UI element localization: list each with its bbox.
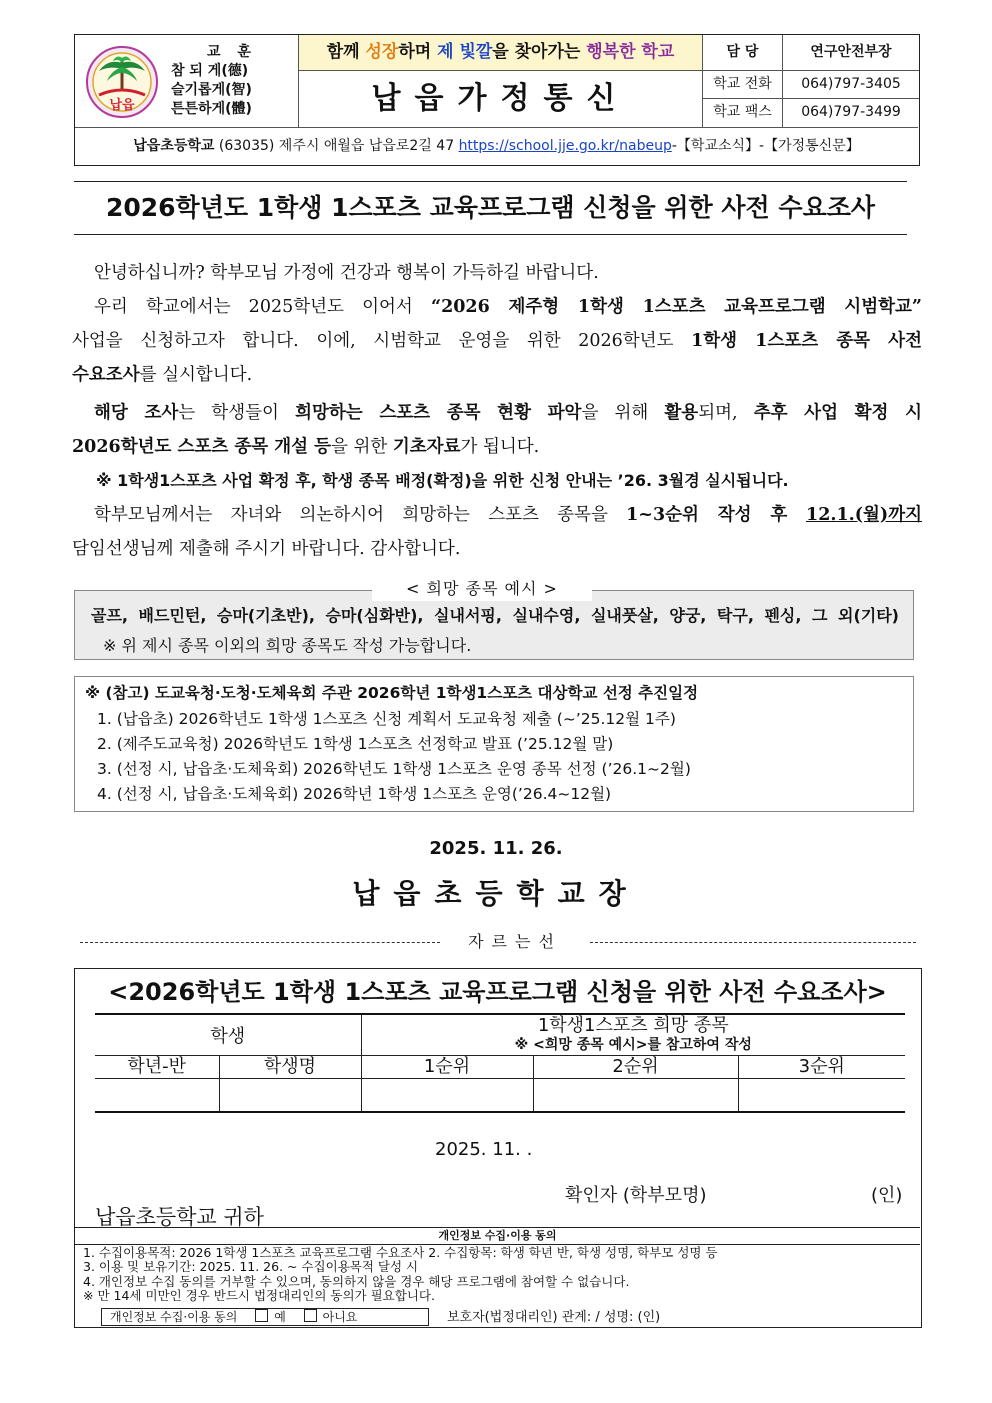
slogan-part: 행복한 학교	[586, 42, 675, 62]
hope-header	[361, 1014, 905, 1056]
schedule-item: 1. (납읍초) 2026학년도 1학생 1스포츠 신청 계획서 도교육청 제출 (~’25.12월 1주)	[97, 710, 676, 728]
text-run: 되며,	[698, 403, 754, 423]
motto-line: 참 되 게(德)	[171, 63, 249, 79]
seal-label: (인)	[871, 1185, 903, 1206]
survey-table	[95, 1013, 905, 1113]
sport-examples-title: < 희망 종목 예시 >	[372, 577, 592, 601]
contact-row	[703, 99, 919, 127]
website-path: -【학교소식】-【가정통신문】	[671, 138, 860, 154]
purpose-line	[72, 396, 922, 430]
rank1-header: 1순위	[361, 1056, 533, 1079]
grade-class-header: 학년-반	[95, 1056, 219, 1079]
contact-label: 학교 팩스	[703, 99, 783, 127]
text-run: 2026학년도 스포츠 종목 개설 등	[72, 437, 332, 457]
intro-line	[72, 324, 922, 358]
schedule-item: 3. (선정 시, 납읍초·도체육회) 2026학년도 1학생 1스포츠 운영 종목 선정 (’26.1~2월)	[97, 760, 691, 778]
request-paragraph	[72, 498, 922, 566]
intro-line	[72, 358, 922, 392]
text-run: 을 위해	[581, 403, 665, 423]
sport-examples-list: 골프, 배드민턴, 승마(기초반), 승마(심화반), 실내서핑, 실내수영, 실내풋살, 양궁, 탁구, 펜싱, 그 외(기타)	[91, 606, 899, 625]
slogan-part: 제 빛깔	[437, 42, 493, 62]
text-run: “2026 제주형 1학생 1스포츠 교육프로그램 시범학교”	[431, 297, 922, 317]
consent-label: 개인정보 수집·이용 동의	[110, 1310, 238, 1324]
contact-row	[703, 71, 919, 99]
intro-line	[72, 290, 922, 324]
privacy-consent-options	[101, 1308, 429, 1326]
intro-paragraph	[72, 290, 922, 392]
motto-cell	[75, 35, 299, 127]
school-motto	[171, 43, 293, 119]
contact-label: 담 당	[703, 35, 783, 70]
text-run: 희망하는 스포츠 종목 현황 파악	[295, 403, 582, 423]
school-emblem-icon	[85, 45, 159, 119]
text-run: 우리 학교에서는 2025학년도 이어서	[94, 297, 431, 317]
consent-no-checkbox[interactable]	[304, 1309, 317, 1322]
contact-value: 연구안전부장	[810, 44, 892, 60]
deadline-text: 12.1.(월)까지	[806, 505, 923, 525]
consent-yes-label: 예	[274, 1310, 286, 1324]
slogan-part: 성장	[365, 42, 399, 62]
text-run: 는 학생들이	[178, 403, 296, 423]
rank2-input[interactable]	[533, 1079, 738, 1113]
school-slogan	[299, 35, 703, 71]
privacy-line: 1. 수집이용목적: 2026 1학생 1스포츠 교육프로그램 수요조사 2. 수집항목: 학생 학년 반, 학생 성명, 학부모 성명 등	[83, 1245, 718, 1260]
schedule-title: ※ (참고) 도교육청·도청·도체육회 주관 2026학년 1학생1스포츠 대상학교 선정 추진일정	[85, 684, 699, 702]
purpose-paragraph	[72, 396, 922, 464]
rank3-input[interactable]	[738, 1079, 905, 1113]
cut-line	[80, 930, 916, 954]
text-run: 을 위한	[331, 437, 393, 457]
issue-date: 2025. 11. 26.	[429, 838, 563, 859]
schedule-item: 4. (선정 시, 납읍초·도체육회) 2026학년 1학생 1스포츠 운영(’26.4~12월)	[97, 785, 612, 803]
text-run: 가 됩니다.	[460, 437, 540, 457]
contact-value: 064)797-3405	[801, 76, 901, 92]
privacy-line: 4. 개인정보 수집 동의를 거부할 수 있으며, 동의하지 않을 경우 해당 프로그램에 참여할 수 없습니다.	[83, 1274, 630, 1289]
request-line	[72, 498, 922, 532]
student-name-input[interactable]	[219, 1079, 361, 1113]
parent-confirm-label: 확인자 (학부모명)	[565, 1185, 707, 1206]
cut-line-dash	[80, 942, 440, 943]
newsletter-title: 납읍가정통신	[299, 71, 703, 127]
contact-value: 064)797-3499	[801, 104, 901, 120]
consent-yes-checkbox[interactable]	[255, 1309, 268, 1322]
form-title: <2026학년도 1학생 1스포츠 교육프로그램 신청을 위한 사전 수요조사>	[108, 978, 887, 1006]
letter-header	[74, 34, 920, 166]
text-run: 활용	[664, 403, 699, 423]
text-run: 기초자료	[392, 437, 461, 457]
principal-signature: 납읍초등학교장	[352, 877, 640, 910]
contact-info-grid	[703, 35, 919, 127]
schedule-box	[74, 676, 914, 812]
greeting-text: 안녕하십니까? 학부모님 가정에 건강과 행복이 가득하길 바랍니다.	[94, 263, 599, 283]
privacy-line: 3. 이용 및 보유기간: 2025. 11. 26. ~ 수집이용목적 달성 시	[83, 1259, 419, 1274]
rank1-input[interactable]	[361, 1079, 533, 1113]
survey-form	[74, 968, 922, 1328]
text-run: 학부모님께서는 자녀와 의논하시어 희망하는 스포츠 종목을	[94, 505, 627, 525]
text-run: 추후 사업 확정 시	[753, 403, 923, 423]
motto-line: 튼튼하게(體)	[171, 101, 252, 117]
greeting-paragraph	[72, 256, 922, 290]
address-text: (63035) 제주시 애월읍 납읍로2길 47	[214, 138, 459, 154]
slogan-part: 을 찾아가는	[492, 42, 587, 62]
schedule-note: ※ 1학생1스포츠 사업 확정 후, 학생 종목 배정(확정)을 위한 신청 안내는 ’26. 3월경 실시됩니다.	[96, 471, 789, 490]
addressee: 납읍초등학교 귀하	[95, 1205, 264, 1229]
purpose-line	[72, 430, 922, 464]
svg-text:납읍: 납읍	[109, 98, 135, 113]
hope-header-title: 1학생1스포츠 희망 종목	[537, 1015, 729, 1036]
text-run: 1~3순위 작성 후	[626, 505, 807, 525]
contact-label: 학교 전화	[703, 71, 783, 98]
document-title: 2026학년도 1학생 1스포츠 교육프로그램 신청을 위한 사전 수요조사	[74, 181, 907, 235]
rank2-header: 2순위	[533, 1056, 738, 1079]
rank3-header: 3순위	[738, 1056, 905, 1079]
schedule-item: 2. (제주도교육청) 2026학년도 1학생 1스포츠 선정학교 발표 (’25.12월 말)	[97, 735, 614, 753]
privacy-consent-section	[75, 1227, 920, 1327]
hope-header-note: ※ <희망 종목 예시>를 참고하여 작성	[514, 1037, 752, 1053]
text-run: 를 실시합니다.	[139, 365, 253, 385]
text-run: 수요조사	[72, 365, 140, 385]
request-line: 담임선생님께 제출해 주시기 바랍니다. 감사합니다.	[72, 539, 461, 559]
cut-line-dash	[590, 942, 916, 943]
school-name: 납읍초등학교	[133, 138, 215, 154]
student-header: 학생	[95, 1014, 361, 1056]
contact-row	[703, 35, 919, 71]
guardian-signature-line: 보호자(법정대리인) 관계: / 성명: (인)	[447, 1310, 661, 1325]
school-address	[75, 127, 918, 165]
text-run: 1학생 1스포츠 종목 사전	[691, 331, 922, 351]
student-name-header: 학생명	[219, 1056, 361, 1079]
privacy-line: ※ 만 14세 미만인 경우 반드시 법정대리인의 동의가 필요합니다.	[83, 1288, 435, 1303]
cut-line-label: 자르는선	[440, 930, 590, 954]
consent-no-label: 아니요	[322, 1310, 358, 1324]
slogan-part: 함께	[326, 42, 366, 62]
grade-class-input[interactable]	[95, 1079, 219, 1113]
text-run: 사업을 신청하고자 합니다. 이에, 시범학교 운영을 위한 2026학년도	[72, 331, 692, 351]
privacy-title: 개인정보 수집·이용 동의	[75, 1228, 920, 1245]
form-date: 2025. 11. .	[435, 1139, 533, 1160]
motto-line: 슬기롭게(智)	[171, 82, 252, 98]
sport-examples-note: ※ 위 제시 종목 이외의 희망 종목도 작성 가능합니다.	[103, 636, 472, 655]
school-website-link[interactable]: https://school.jje.go.kr/nabeup	[458, 138, 672, 154]
text-run: 해당 조사	[94, 403, 179, 423]
motto-title: 교 훈	[207, 44, 257, 60]
slogan-part: 하며	[398, 42, 438, 62]
